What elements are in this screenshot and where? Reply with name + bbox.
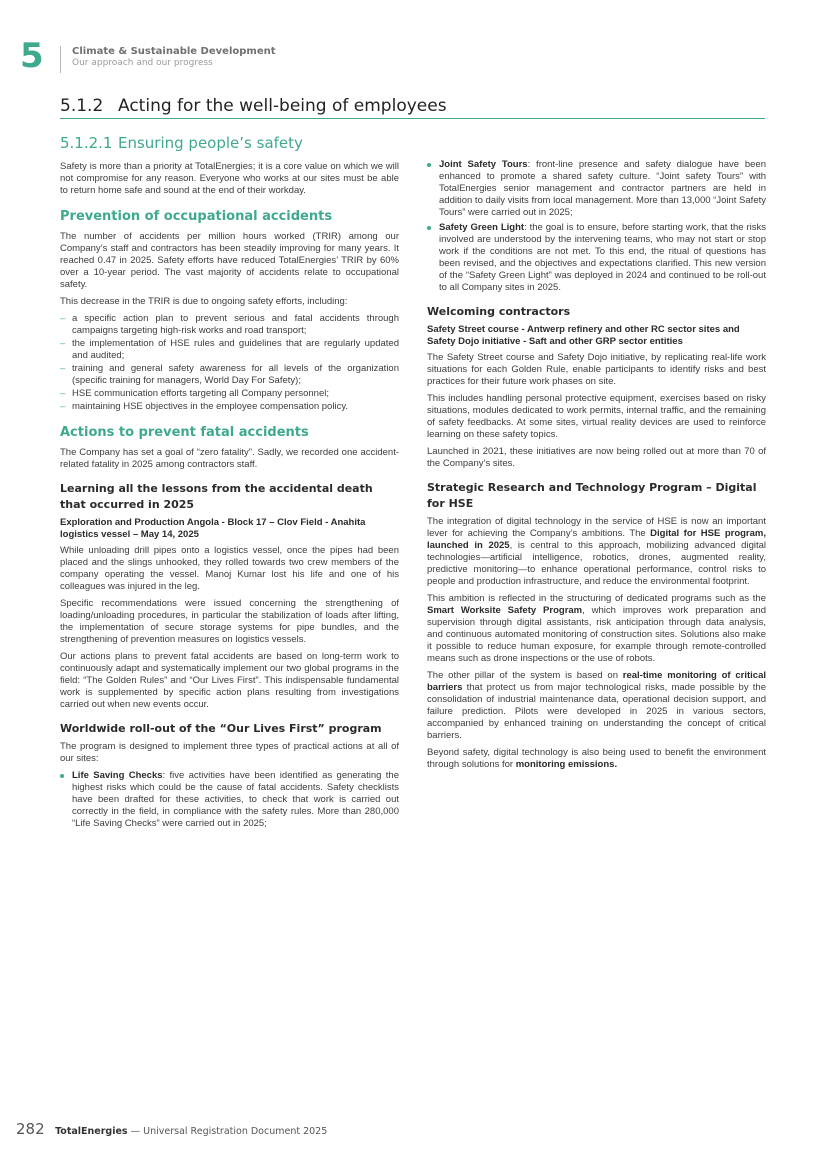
header-title: Climate & Sustainable Development	[72, 46, 276, 57]
list-item	[427, 159, 766, 219]
left-column	[60, 134, 399, 835]
subsection-title	[60, 134, 399, 152]
header-divider	[60, 46, 61, 73]
prevention-heading: Prevention of occupational accidents	[60, 209, 333, 224]
text-run-bold: Digital for HSE program, launched in 2025	[427, 528, 766, 551]
lessons-heading: Learning all the lessons from the accidental death that occurred in 2025	[60, 482, 373, 511]
fatal-paragraph: The Company has set a goal of “zero fatality”. Sadly, we recorded one accident-related fatality in 2025 among contractors staff.	[60, 447, 399, 470]
list-item	[427, 222, 766, 294]
lessons-paragraph-3: Our actions plans to prevent fatal accidents are based on long-term work to continuously adapt and systematically implement our two global programs in the field: “The Golden Rules” and “Our Lives First”. This indispensable fundamental work is supplemented by specific action plans resulting from investigations carried out when new events occur.	[60, 651, 399, 710]
page-number: 282	[16, 1120, 45, 1138]
rollout-paragraph: The program is designed to implement three types of practical actions at all of our sites:	[60, 741, 399, 764]
item-text: : five activities have been identified as generating the highest risks which could be the cause of fatal accidents. Safety checklists have been drafted for these activities, to check that work is carried out correctly in the field, in compliance with the safety rules. More than 280,000 “Life Saving Checks” were carried out in 2025;	[72, 770, 399, 829]
item-label: Safety Green Light	[439, 222, 525, 233]
contractors-heading: Welcoming contractors	[427, 305, 571, 318]
subsection-number: 5.1.2.1	[60, 134, 113, 152]
section-number: 5.1.2	[60, 96, 104, 116]
digital-paragraph-4	[427, 747, 766, 771]
section-title	[60, 96, 765, 119]
lessons-paragraph-1: While unloading drill pipes onto a logistics vessel, once the pipes had been placed and the slings unhooked, they rolled towards two crew members of the company operating the vessel. Manoj Kumar lost his life and one of his colleagues was injured in the leg.	[60, 545, 399, 592]
item-label: Joint Safety Tours	[439, 159, 528, 170]
rollout-list	[60, 770, 399, 830]
lessons-paragraph-2: Specific recommendations were issued concerning the strengthening of loading/unloading procedures, in particular the stabilization of loads after lifting, the implementation of secure storage systems for pipe bundles, and the strengthening of prevention measures on logistics vessels.	[60, 598, 399, 645]
list-item: – maintaining HSE objectives in the employee compensation policy.	[60, 401, 399, 413]
text-run: Beyond safety, digital technology is also being used to benefit the environment through solutions for	[427, 747, 766, 770]
digital-paragraph-1	[427, 516, 766, 588]
list-item: – the implementation of HSE rules and guidelines that are regularly updated and audited;	[60, 338, 399, 362]
subsection-title-text: Ensuring people’s safety	[118, 134, 303, 152]
rollout-list-continued	[427, 159, 766, 294]
text-run: that protect us from major technological risks, made possible by the consolidation of industrial maintenance data, operational decision support, and failure prediction. Pilots were developed in 2025 in various sectors, accompanied by enhanced training on understanding the concept of critical barriers.	[427, 682, 766, 741]
footer-brand: TotalEnergies	[55, 1126, 128, 1137]
prevention-paragraph: The number of accidents per million hours worked (TRIR) among our Company’s staff and contractors has been steadily improving for many years. It reached 0.47 in 2025. Safety efforts have reduced TotalEnergies’ TRIR by 60% over a 10-year period. The vast majority of accidents relate to occupational safety.	[60, 231, 399, 290]
contractors-paragraph-3: Launched in 2021, these initiatives are now being rolled out at more than 70 of the Company’s sites.	[427, 446, 766, 469]
item-text: : the goal is to ensure, before starting work, that the risks involved are understood by the intervening teams, who may not start or stop work if the conditions are not met. To this end, the ritual of questions has been revised, and the objectives and expectations clarified. This new version of the “Safety Green Light” was deployed in 2024 and continued to be roll-out to all Company sites in 2025.	[439, 222, 766, 293]
lessons-subheading: Exploration and Production Angola - Block 17 – Clov Field - Anahita logistics vessel – May 14, 2025	[60, 517, 366, 540]
prevention-lead: This decrease in the TRIR is due to ongoing safety efforts, including:	[60, 296, 348, 307]
text-run-bold: real-time monitoring of critical barriers	[427, 670, 766, 693]
intro-paragraph: Safety is more than a priority at TotalEnergies; it is a core value on which we will not compromise for any reason. Everyone who works at our sites must be able to return home safe and sound at the end of their workday.	[60, 161, 399, 196]
header-subtitle: Our approach and our progress	[72, 58, 213, 68]
text-run: The other pillar of the system is based on	[427, 670, 623, 681]
text-run: The integration of digital technology in the service of HSE is now an important lever for achieving the Company’s ambitions. The	[427, 516, 766, 539]
contractors-subheading: Safety Street course - Antwerp refinery and other RC sector sites and Safety Dojo initiative - Saft and other GRP sector entities	[427, 324, 740, 347]
digital-heading: Strategic Research and Technology Program – Digital for HSE	[427, 481, 757, 510]
digital-paragraph-2	[427, 593, 766, 665]
text-run-bold: monitoring emissions.	[515, 759, 618, 770]
item-text: : front-line presence and safety dialogue have been enhanced to promote a shared safety culture. “Joint safety Tours” with TotalEnergies senior management and contractor partners are held in addition to daily visits from local management. More than 13,000 “Joint Safety Tours” were carried out in 2025;	[439, 159, 766, 218]
digital-paragraph-3	[427, 670, 766, 742]
fatal-heading: Actions to prevent fatal accidents	[60, 425, 309, 440]
list-item: – a specific action plan to prevent serious and fatal accidents through campaigns targeting high-risk works and road transport;	[60, 313, 399, 337]
page-footer	[16, 1120, 327, 1139]
text-run-bold: Smart Worksite Safety Program	[427, 605, 583, 616]
contractors-paragraph-1: The Safety Street course and Safety Dojo initiative, by replicating real-life work situations for each Golden Rule, enable participants to identify risks and best practices for their future work phases on site.	[427, 352, 766, 387]
list-item	[60, 770, 399, 830]
list-item: – training and general safety awareness for all levels of the organization (specific training for managers, World Day For Safety);	[60, 363, 399, 387]
right-column	[427, 159, 766, 776]
section-title-text: Acting for the well-being of employees	[118, 96, 447, 116]
text-run: This ambition is reflected in the structuring of dedicated programs such as the	[427, 593, 766, 604]
text-run: , which improves work preparation and supervision through digital assistants, risk anticipation through data analysis, and continuous automated monitoring of construction sites. Solutions also make it possible to reduce human exposure, for example through remote-controlled means such as drone inspections or the use of robots.	[427, 605, 766, 664]
list-item: – HSE communication efforts targeting all Company personnel;	[60, 388, 399, 400]
contractors-paragraph-2: This includes handling personal protective equipment, exercises based on risky situations, modules dedicated to work permits, internal traffic, and the remaining of safety feedbacks. At some sites, virtual reality devices are used to reinforce learning on these safety topics.	[427, 393, 766, 440]
chapter-number: 5	[20, 36, 44, 76]
prevention-list	[60, 313, 399, 413]
rollout-heading: Worldwide roll-out of the “Our Lives First” program	[60, 722, 382, 735]
item-label: Life Saving Checks	[72, 770, 163, 781]
text-run: , is central to this approach, mobilizing advanced digital technologies—artificial intelligence, robotics, drones, augmented reality, predictive monitoring—to enhance operational performance, control risks to people and production infrastructure, and reduce the environmental footprint.	[427, 540, 766, 587]
footer-document-title: — Universal Registration Document 2025	[127, 1126, 328, 1137]
